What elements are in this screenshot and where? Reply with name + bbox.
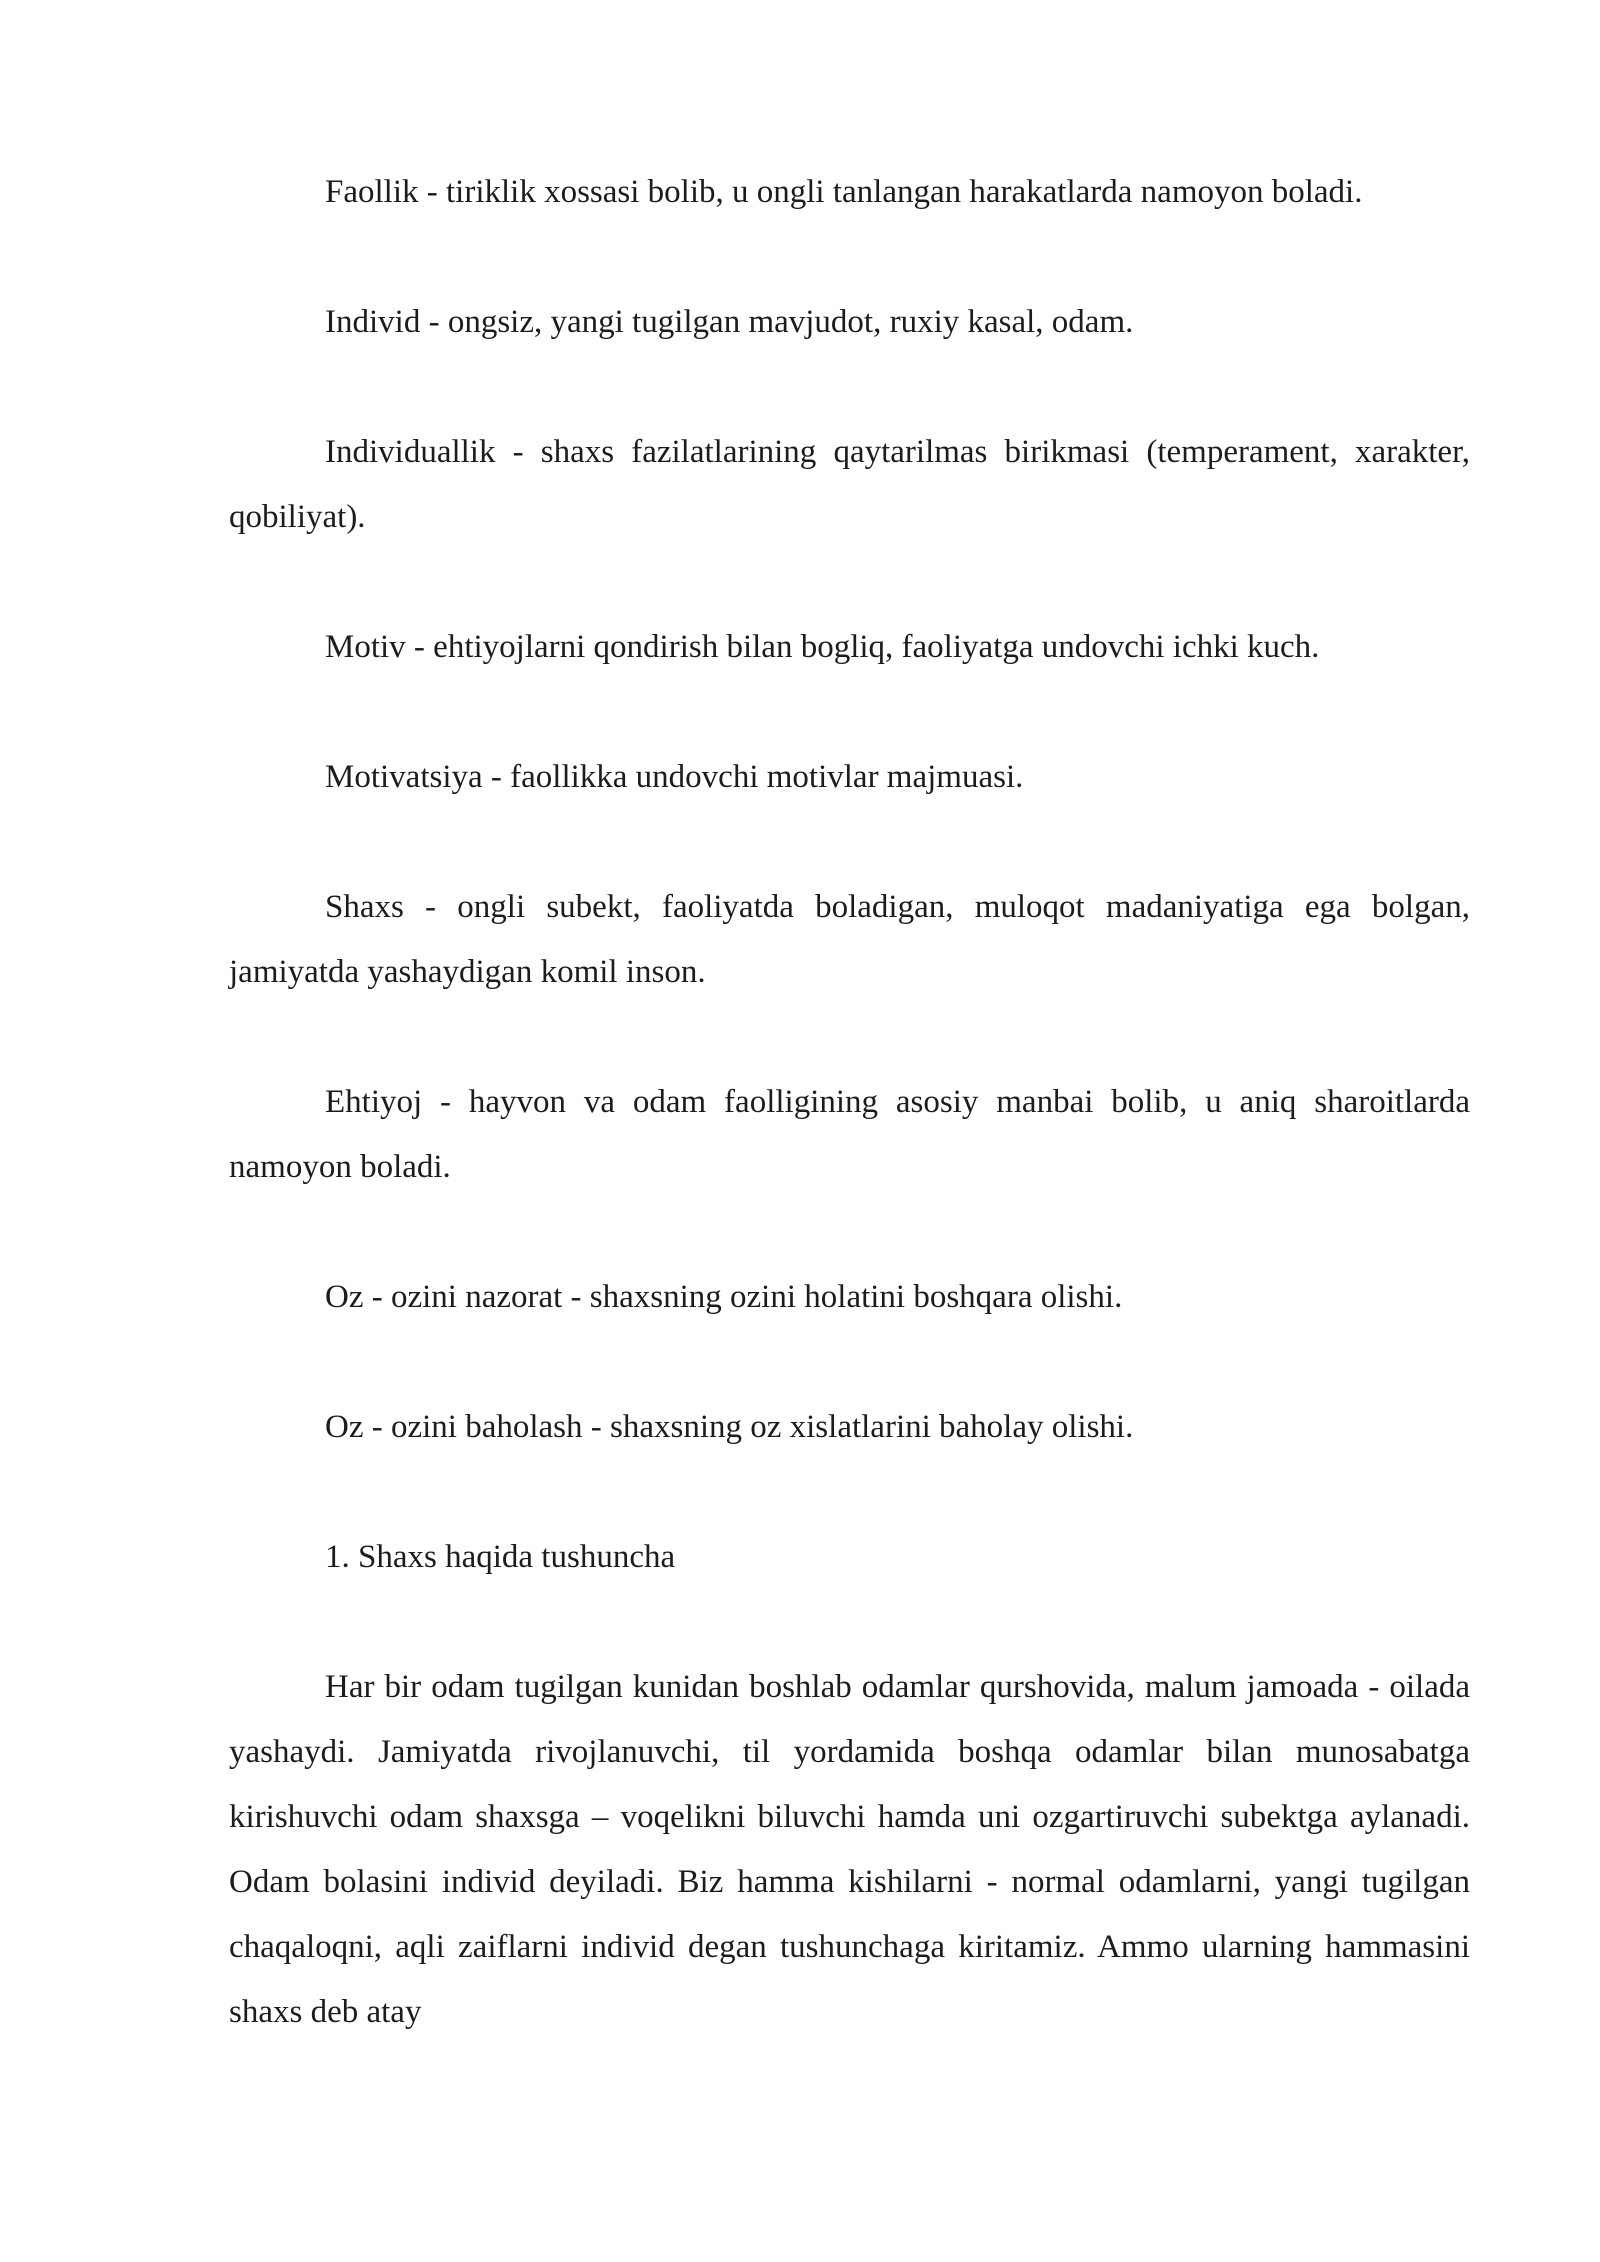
definition-motiv: Motiv - ehtiyojlarni qondirish bilan bogliq, faoliyatga undovchi ichki kuch.: [325, 629, 1320, 665]
definition-shaxs: Shaxs - ongli subekt, faoliyatda boladigan, muloqot madaniyatiga ega bolgan, jamiyatda yashaydigan komil inson.: [229, 889, 1470, 990]
body-paragraph: Har bir odam tugilgan kunidan boshlab odamlar qurshovida, malum jamoada - oilada yashaydi. Jamiyatda rivojlanuvchi, til yordamida boshqa odamlar bilan munosabatga kirishuvchi odam shaxsga – voqelikni biluvchi hamda uni ozgartiruvchi subektga aylanadi. Odam bolasini individ deyiladi. Biz hamma kishilarni - normal odamlarni, yangi tugilgan chaqaloqni, aqli zaiflarni individ degan tushunchaga kiritamiz. Ammo ularning hammasini shaxs deb atay: [229, 1669, 1470, 2030]
definition-individ: Individ - ongsiz, yangi tugilgan mavjudot, ruxiy kasal, odam.: [325, 304, 1134, 340]
document-body: [229, 160, 1470, 2045]
definition-oz-ozini-nazorat: Oz - ozini nazorat - shaxsning ozini holatini boshqara olishi.: [325, 1279, 1123, 1315]
definition-ehtiyoj: Ehtiyoj - hayvon va odam faolligining asosiy manbai bolib, u aniq sharoitlarda namoyon boladi.: [229, 1084, 1470, 1185]
definition-faollik: Faollik - tiriklik xossasi bolib, u ongli tanlangan harakatlarda namoyon boladi.: [325, 174, 1363, 210]
definition-individuallik: Individuallik - shaxs fazilatlarining qaytarilmas birikmasi (temperament, xarakter, qobiliyat).: [229, 434, 1470, 535]
definition-motivatsiya: Motivatsiya - faollikka undovchi motivlar majmuasi.: [325, 759, 1024, 795]
section-heading: 1. Shaxs haqida tushuncha: [325, 1539, 676, 1575]
definition-oz-ozini-baholash: Oz - ozini baholash - shaxsning oz xislatlarini baholay olishi.: [325, 1409, 1134, 1445]
